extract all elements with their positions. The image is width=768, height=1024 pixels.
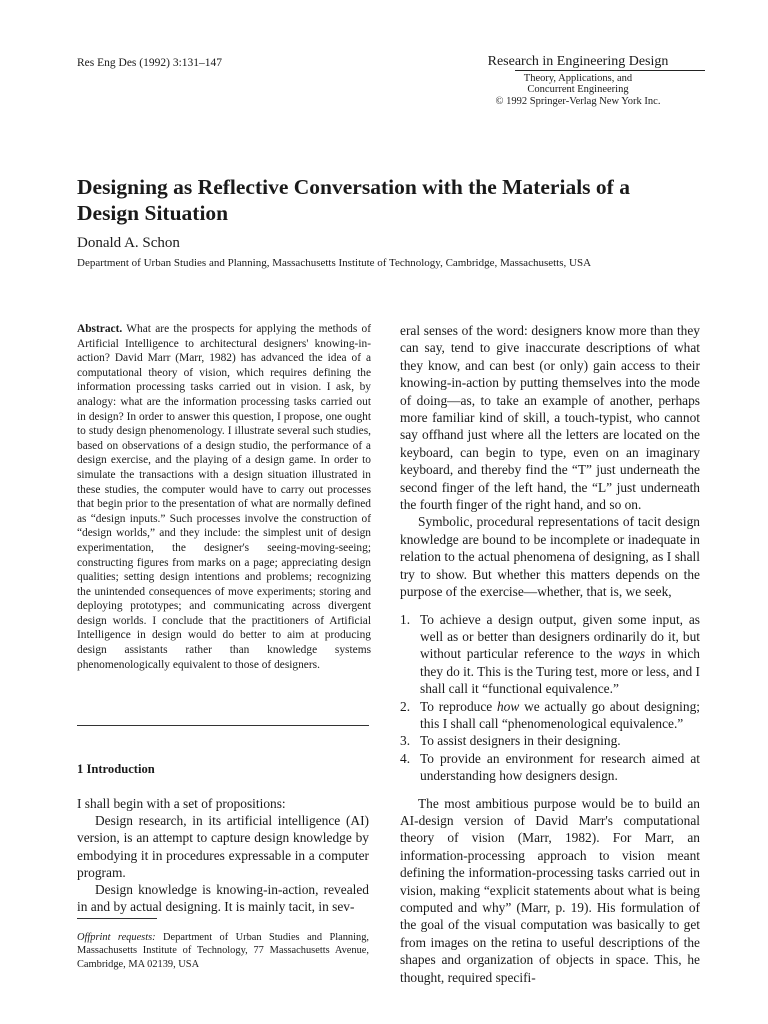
introduction-text	[77, 795, 369, 915]
footnote-rule	[77, 918, 157, 919]
section-heading-introduction: 1 Introduction	[77, 762, 155, 776]
list-item: 1. To achieve a design output, given some input, as well as or better than designers ordinarily do it, but without particular reference to the ways in which they do it. This is the Turing test, more or less, and I shall call it “functional equivalence.”	[400, 611, 700, 697]
list-item: 2. To reproduce how we actually go about designing; this I shall call “phenomenological equivalence.”	[400, 698, 700, 731]
section-divider	[77, 725, 369, 726]
abstract-text: What are the prospects for applying the methods of Artificial Intelligence to architectural designers' knowing-in-action? David Marr (Marr, 1982) has advanced the idea of a computational theory of vision, which requires defining the information processing tasks carried out in vision. I ask, by analogy: what are the information processing tasks carried out in design? In order to answer this question, I propose, one ought to study design phenomenology. I illustrate several such studies, based on observations of a design studio, the performance of a design exercise, and the playing of a design game. In order to simulate the transactions with a design situation illustrated in these studies, the computer would have to carry out processes that begin prior to the presentation of what are normally defined as “design inputs.” Such processes involve the construction of “design worlds,” and they include: the simplest unit of design experimentation, the designer's seeing-moving-seeing; constructing figures from marks on a page; appreciating design qualities; setting design intentions and problems; recognizing the unintended consequences of move experiments; storing and deploying prototypes; and communicating across divergent design worlds. I conclude that the practitioners of Artificial Intelligence in design would do better to aim at producing design assistants rather than knowledge systems phenomenologically equivalent to those of designers.	[77, 323, 371, 671]
journal-citation: Res Eng Des (1992) 3:131–147	[77, 57, 223, 69]
journal-rule	[515, 70, 705, 71]
journal-subtitle-1: Theory, Applications, and	[523, 73, 633, 85]
list-item: 3. To assist designers in their designing.	[400, 733, 621, 749]
abstract	[77, 322, 371, 672]
intro-paragraph-3: Design knowledge is knowing-in-action, revealed in and by actual designing. It is mainly tacit, in sev-	[77, 882, 369, 915]
intro-paragraph-1: I shall begin with a set of propositions:	[77, 796, 286, 811]
abstract-label: Abstract.	[77, 323, 123, 335]
purpose-list	[400, 611, 700, 785]
paper-title: Designing as Reflective Conversation with the Materials of a Design Situation	[77, 175, 630, 225]
left-column	[77, 322, 371, 672]
journal-title: Research in Engineering Design	[487, 54, 669, 69]
right-paragraph-1: eral senses of the word: designers know more than they can say, tend to give inaccurate descriptions of what they know, and can best (or only) gain access to their knowing-in-action by putting themselves into the mode of doing—as, to take an example of another, perhaps more familiar kind of skill, a touch-typist, who cannot say offhand just where all the letters are located on the keyboard, can begin to type, even on an imaginary keyboard, and thereby find the “T” just underneath the second finger of the left hand, the “L” just underneath the fourth finger of the right hand, and so on.	[400, 323, 700, 513]
journal-copyright: © 1992 Springer-Verlag New York Inc.	[495, 95, 661, 107]
footnote-label: Offprint requests:	[77, 932, 156, 943]
right-paragraph-2: Symbolic, procedural representations of tacit design knowledge are bound to be incomplete or inadequate in relation to the actual phenomena of designing, as I shall try to show. But whether this matters depends on the purpose of the exercise—whether, that is, we seek,	[400, 514, 700, 600]
right-column	[400, 322, 700, 986]
author-affiliation: Department of Urban Studies and Planning, Massachusetts Institute of Technology, Cambridge, Massachusetts, USA	[77, 257, 592, 269]
right-paragraph-3: The most ambitious purpose would be to build an AI-design version of David Marr's computational theory of vision (Marr, 1982). For Marr, an information-processing approach to vision meant defining the information-processing tasks carried out in vision, making “explicit statements about what is being computed and why” (Marr, p. 19). His formulation of the goal of the visual computation was basically to get from images on the retina to useful descriptions of the shapes and organization of objects in space. This, he thought, required specifi-	[400, 795, 700, 985]
intro-paragraph-2: Design research, in its artificial intelligence (AI) version, is an attempt to capture design knowledge by embodying it in procedures expressable in a computer program.	[77, 813, 369, 880]
list-item: 4. To provide an environment for research aimed at understanding how designers design.	[400, 750, 700, 784]
footnote-text: Department of Urban Studies and Planning, Massachusetts Institute of Technology, 77 Massachusetts Avenue, Cambridge, MA 02139, USA	[77, 932, 369, 970]
journal-masthead	[458, 54, 698, 107]
journal-subtitle-2: Concurrent Engineering	[527, 84, 629, 96]
paper-author: Donald A. Schon	[77, 235, 180, 251]
footnote	[77, 931, 369, 971]
